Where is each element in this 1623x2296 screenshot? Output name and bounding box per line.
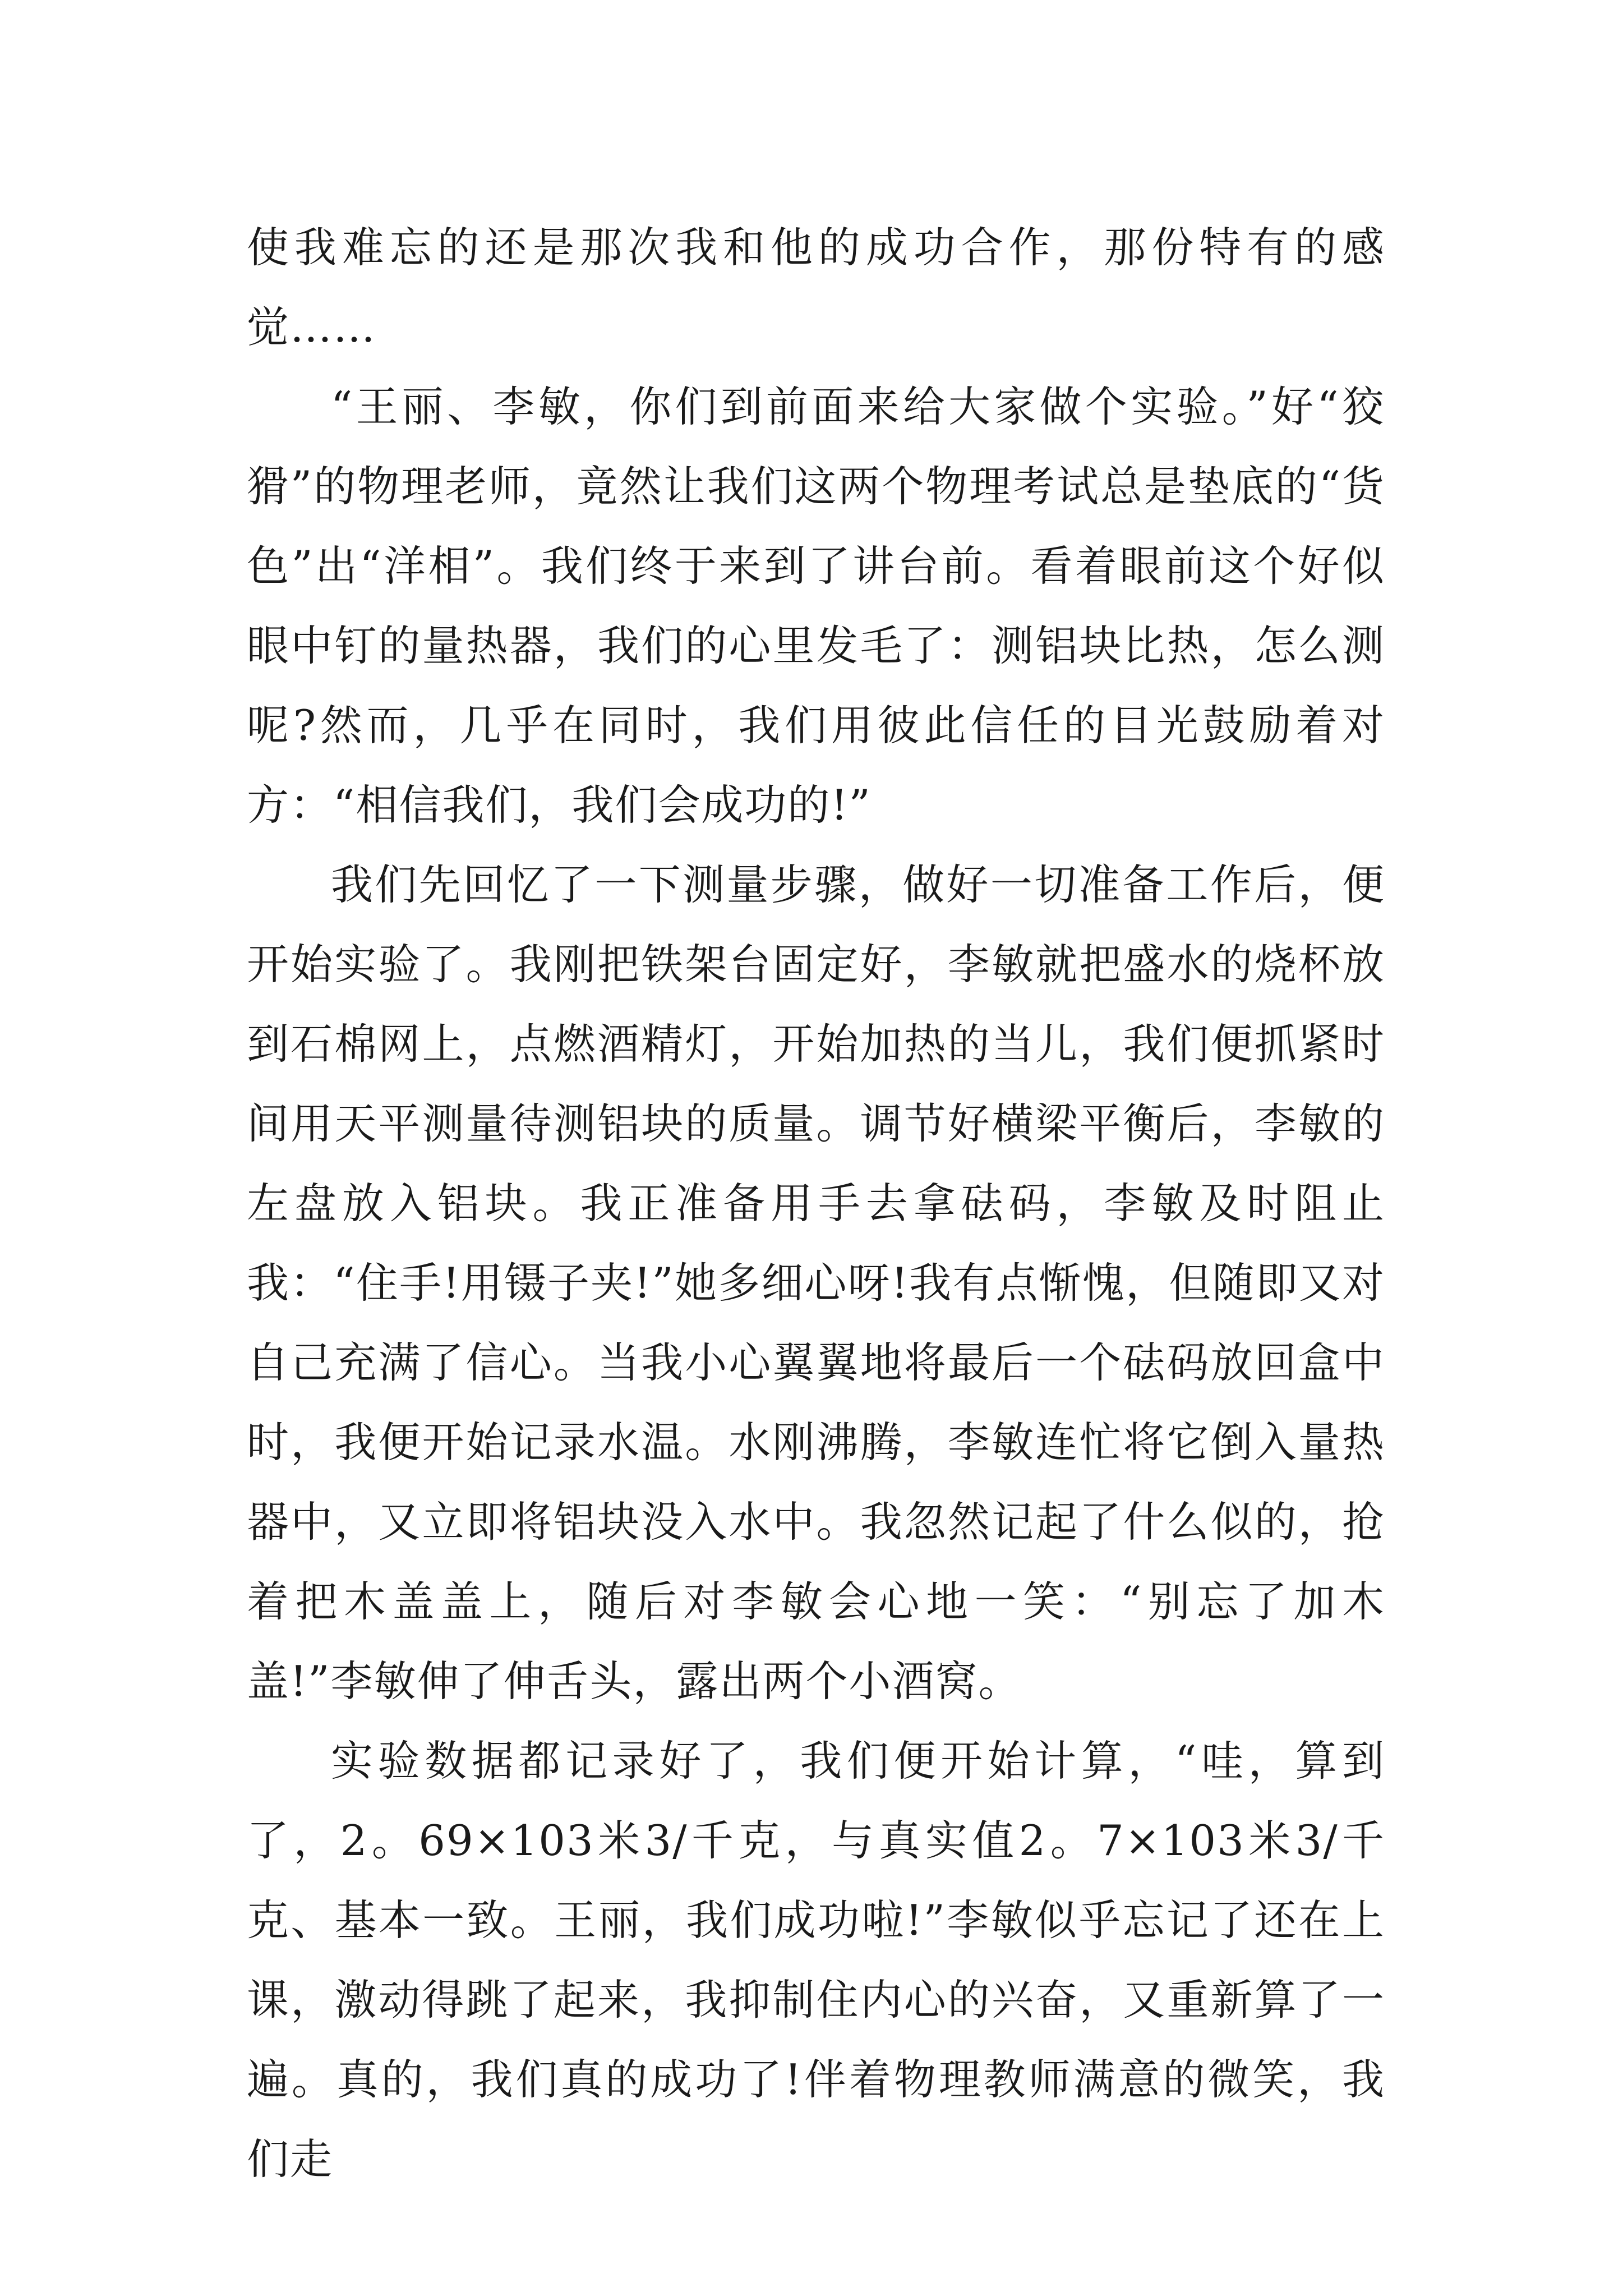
paragraph-1: 使我难忘的还是那次我和他的成功合作，那份特有的感觉…… bbox=[247, 223, 1385, 352]
paragraph-2: “王丽、李敏，你们到前面来给大家做个实验。”好“狡猾”的物理老师，竟然让我们这两个物理考试总是垫底的“货色”出“洋相”。我们终于来到了讲台前。看着眼前这个好似眼中钉的量热器，我们的心里发毛了：测铝块比热，怎么测呢?然而，几乎在同时，我们用彼此信任的目光鼓励着对方：“相信我们，我们会成功的!” bbox=[247, 382, 1385, 830]
paragraph-3: 我们先回忆了一下测量步骤，做好一切准备工作后，便开始实验了。我刚把铁架台固定好，李敏就把盛水的烧杯放到石棉网上，点燃酒精灯，开始加热的当儿，我们便抓紧时间用天平测量待测铝块的质量。调节好横梁平衡后，李敏的左盘放入铝块。我正准备用手去拿砝码，李敏及时阻止我：“住手!用镊子夹!”她多细心呀!我有点惭愧，但随即又对自己充满了信心。当我小心翼翼地将最后一个砝码放回盒中时，我便开始记录水温。水刚沸腾，李敏连忙将它倒入量热器中，又立即将铝块没入水中。我忽然记起了什么似的，抢着把木盖盖上，随后对李敏会心地一笑：“别忘了加木盖!”李敏伸了伸舌头，露出两个小酒窝。 bbox=[247, 860, 1385, 1706]
body-text bbox=[247, 208, 1385, 2199]
paragraph-4: 实验数据都记录好了，我们便开始计算，“哇，算到了，2。69×103米3/千克，与真实值2。7×103米3/千克、基本一致。王丽，我们成功啦!”李敏似乎忘记了还在上课，激动得跳了起来，我抑制住内心的兴奋，又重新算了一遍。真的，我们真的成功了!伴着物理教师满意的微笑，我们走 bbox=[247, 1736, 1385, 2184]
